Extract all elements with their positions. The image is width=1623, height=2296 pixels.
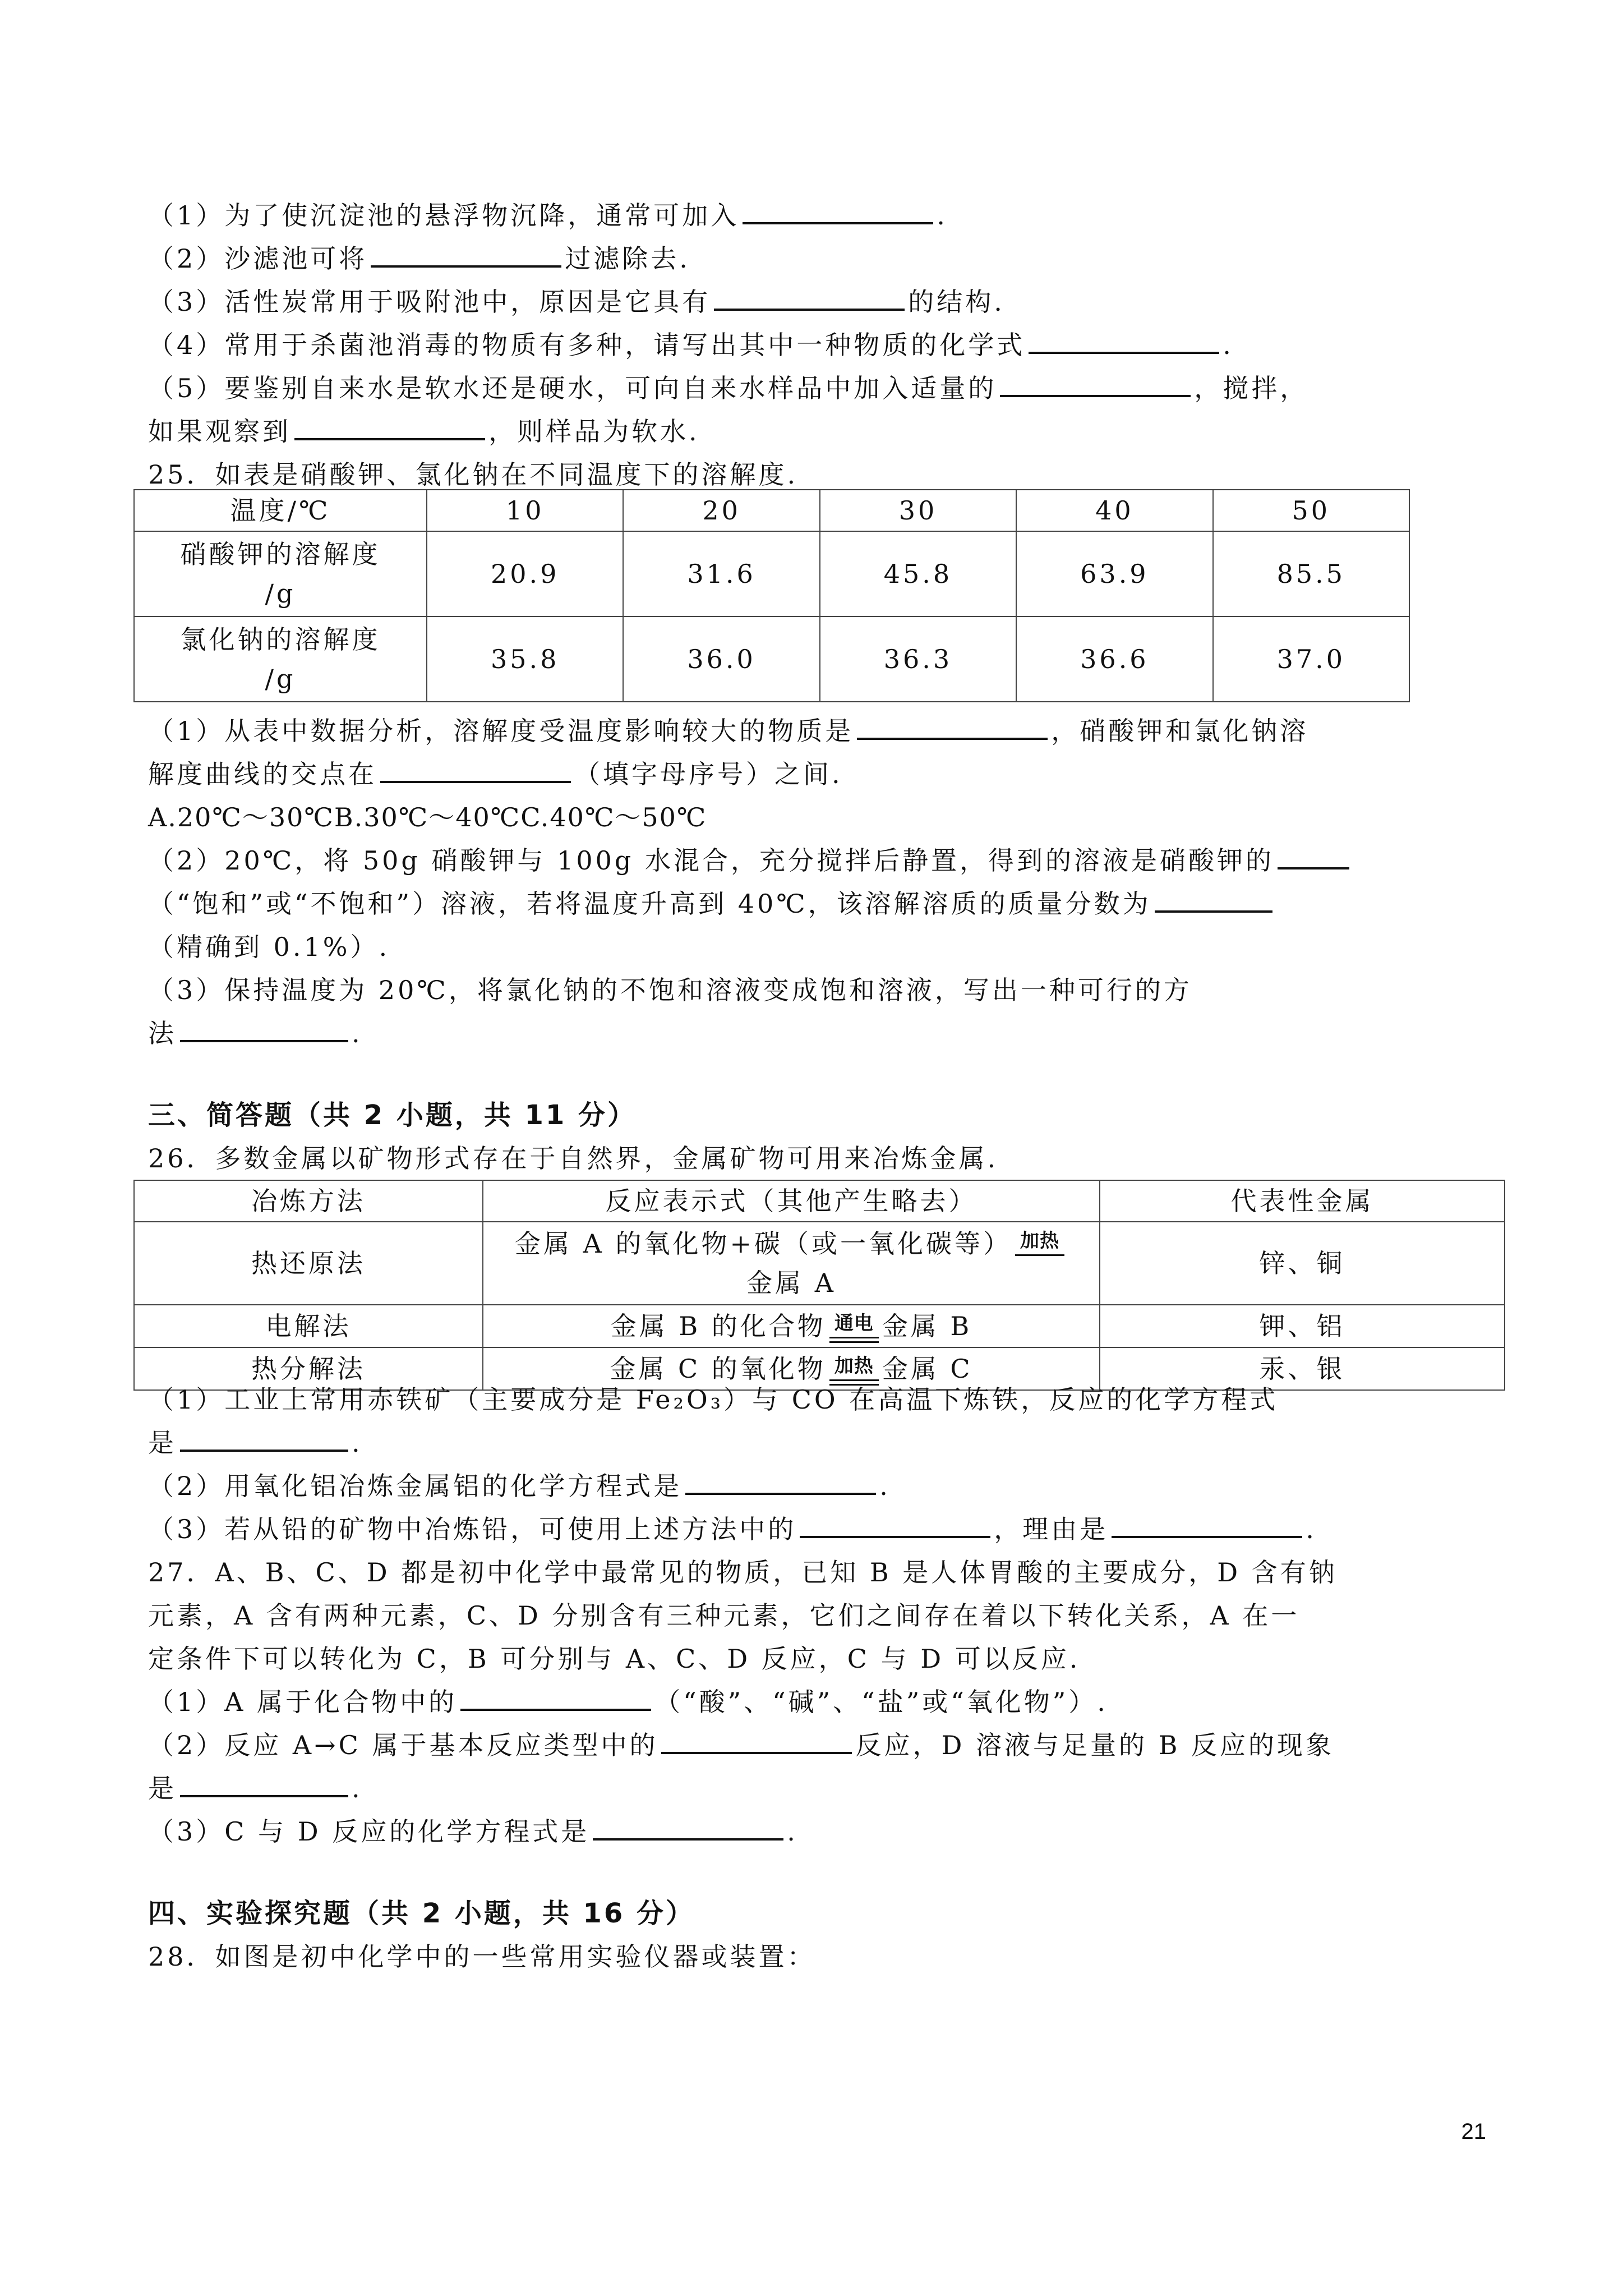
reaction-arrow: 加热 [828,1355,880,1387]
q25-item-3: （3）保持温度为 20℃，将氯化钠的不饱和溶液变成饱和溶液，写出一种可行的方 [148,975,1192,1005]
table-row [134,1222,1505,1305]
q27-stem-line: 元素，A 含有两种元素，C、D 分别含有三种元素，它们之间存在着以下转化关系，A 在一 [148,1600,1300,1631]
answer-blank[interactable] [593,1811,783,1841]
q24-item-5-cont: 如果观察到 ，则样品为软水. [148,410,700,453]
table-cell: 电解法 [134,1305,483,1347]
q25-item-2: （2）20℃，将 50g 硝酸钾与 100g 水混合，充分搅拌后静置，得到的溶液是硝酸钾的 [148,839,1353,882]
table-cell: 30 [820,490,1016,531]
answer-blank[interactable] [857,711,1048,740]
table-row [134,616,1409,702]
section-heading: 三、简答题（共 2 小题，共 11 分） [148,1099,637,1131]
table-cell: 50 [1213,490,1409,531]
solubility-table [133,489,1410,702]
table-cell: 37.0 [1213,616,1409,702]
reaction-expression: 金属 C 的氧化物 加热 金属 C [483,1347,1100,1390]
q26-item-2: （2）用氧化铝冶炼金属铝的化学方程式是 . [148,1465,891,1507]
answer-blank[interactable] [380,754,571,783]
q25-item-3-cont: 法 . [148,1012,363,1055]
section-heading: 四、实验探究题（共 2 小题，共 16 分） [148,1898,695,1929]
answer-blank[interactable] [1000,368,1191,397]
row-label: 氯化钠的溶解度 /g [134,616,427,702]
q26-stem: 26．多数金属以矿物形式存在于自然界，金属矿物可用来冶炼金属. [148,1143,999,1174]
q24-item-4: （4）常用于杀菌池消毒的物质有多种，请写出其中一种物质的化学式 . [148,324,1234,366]
q28-stem: 28．如图是初中化学中的一些常用实验仪器或装置： [148,1941,816,1972]
q24-item-3: （3）活性炭常用于吸附池中，原因是它具有 的结构. [148,280,1005,323]
answer-blank[interactable] [1112,1509,1302,1538]
reaction-expression: 金属 B 的化合物 通电 金属 B [483,1305,1100,1347]
smelting-methods-table [133,1180,1505,1391]
table-cell: 36.3 [820,616,1016,702]
q25-item-1-cont: 解度曲线的交点在 （填字母序号）之间. [148,753,843,795]
table-cell: 45.8 [820,531,1016,616]
table-cell: 温度/℃ [134,490,427,531]
q26-item-1-cont: 是 . [148,1421,363,1464]
table-row [134,531,1409,616]
table-cell: 热分解法 [134,1347,483,1390]
q27-stem-line: 27．A、B、C、D 都是初中化学中最常见的物质，已知 B 是人体胃酸的主要成分，D 含有钠 [148,1557,1338,1588]
q24-item-5: （5）要鉴别自来水是软水还是硬水，可向自来水样品中加入适量的 ，搅拌， [148,367,1308,409]
reaction-arrow: 通电 [828,1312,880,1345]
table-cell: 钾、铝 [1100,1305,1505,1347]
q24-item-2: （2）沙滤池可将 过滤除去. [148,237,690,280]
answer-blank[interactable] [1029,325,1219,354]
reaction-expression: 金属 A 的氧化物+碳（或一氧化碳等） 加热 金属 A [483,1222,1100,1305]
answer-blank[interactable] [294,411,485,440]
table-cell: 冶炼方法 [134,1180,483,1222]
answer-blank[interactable] [661,1725,852,1754]
q25-item-1: （1）从表中数据分析，溶解度受温度影响较大的物质是 ，硝酸钾和氯化钠溶 [148,710,1308,752]
q25-stem: 25．如表是硝酸钾、氯化钠在不同温度下的溶解度. [148,459,799,490]
answer-blank[interactable] [714,282,905,311]
q25-item-2-cont: （“饱和”或“不饱和”）溶液，若将温度升高到 40℃，该溶解溶质的质量分数为 [148,882,1276,925]
table-cell: 反应表示式（其他产生略去） [483,1180,1100,1222]
table-cell: 36.0 [623,616,819,702]
table-cell: 36.6 [1016,616,1212,702]
q25-options: A.20℃～30℃B.30℃～40℃C.40℃～50℃ [148,802,707,832]
answer-blank[interactable] [685,1466,876,1495]
q26-item-1: （1）工业上常用赤铁矿（主要成分是 Fe₂O₃）与 CO 在高温下炼铁，反应的化学方程式 [148,1384,1279,1415]
q27-item-2: （2）反应 A→C 属于基本反应类型中的 反应，D 溶液与足量的 B 反应的现象 [148,1724,1334,1766]
table-header-row [134,490,1409,531]
answer-blank[interactable] [1278,840,1349,869]
q27-stem-line: 定条件下可以转化为 C，B 可分别与 A、C、D 反应，C 与 D 可以反应. [148,1644,1081,1674]
row-label: 硝酸钾的溶解度 /g [134,531,427,616]
answer-blank[interactable] [800,1509,990,1538]
table-cell: 40 [1016,490,1212,531]
q25-item-2-note: （精确到 0.1%）. [148,932,390,962]
table-cell: 10 [427,490,623,531]
answer-blank[interactable] [1155,884,1272,913]
table-cell: 20.9 [427,531,623,616]
table-cell: 锌、铜 [1100,1222,1505,1305]
table-cell: 汞、银 [1100,1347,1505,1390]
table-cell: 20 [623,490,819,531]
table-cell: 热还原法 [134,1222,483,1305]
table-cell: 85.5 [1213,531,1409,616]
table-cell: 代表性金属 [1100,1180,1505,1222]
q27-item-2-cont: 是 . [148,1767,363,1810]
table-row [134,1305,1505,1347]
q26-item-3: （3）若从铅的矿物中冶炼铅，可使用上述方法中的 ，理由是 . [148,1508,1317,1550]
answer-blank[interactable] [180,1768,348,1797]
q27-item-1: （1）A 属于化合物中的 （“酸”、“碱”、“盐”或“氧化物”）. [148,1681,1108,1723]
answer-blank[interactable] [371,238,561,268]
table-cell: 31.6 [623,531,819,616]
answer-blank[interactable] [180,1423,348,1452]
page-number: 21 [1461,2119,1486,2144]
table-header-row [134,1180,1505,1222]
q27-item-3: （3）C 与 D 反应的化学方程式是 . [148,1810,798,1853]
answer-blank[interactable] [460,1682,651,1711]
table-cell: 63.9 [1016,531,1212,616]
reaction-arrow: 加热 [1014,1230,1066,1262]
q24-item-1: （1）为了使沉淀池的悬浮物沉降，通常可加入 . [148,194,948,237]
answer-blank[interactable] [180,1013,348,1042]
answer-blank[interactable] [743,195,933,224]
table-cell: 35.8 [427,616,623,702]
